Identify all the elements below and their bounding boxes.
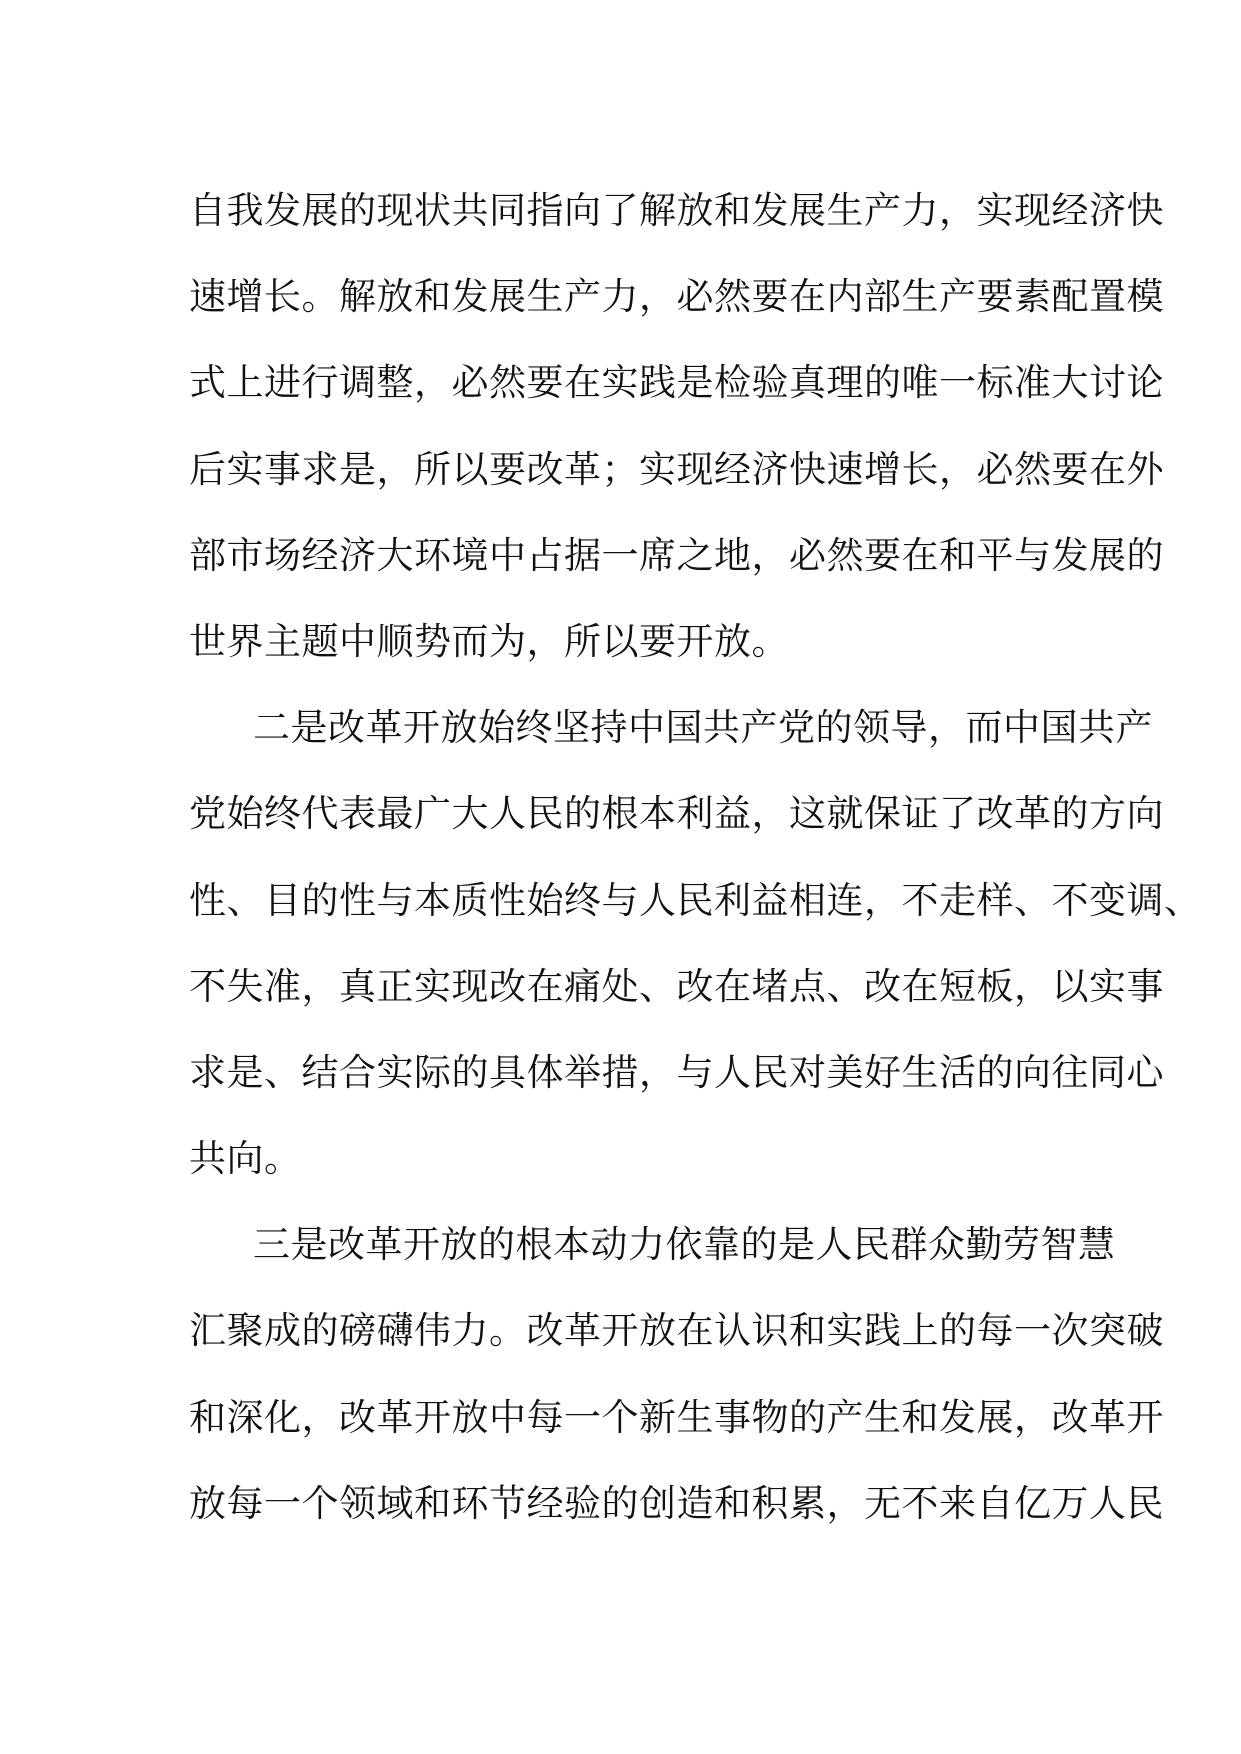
paragraph-line: 求是、结合实际的具体举措，与人民对美好生活的向往同心 [189, 1050, 1164, 1094]
paragraph-line: 放每一个领域和环节经验的创造和积累，无不来自亿万人民 [189, 1481, 1164, 1525]
paragraph-1 [189, 176, 1164, 693]
paragraph-line: 汇聚成的磅礴伟力。改革开放在认识和实践上的每一次突破 [189, 1309, 1164, 1353]
paragraph-line: 部市场经济大环境中占据一席之地，必然要在和平与发展的 [189, 533, 1164, 577]
document-body [189, 176, 1202, 1555]
paragraph-line: 速增长。解放和发展生产力，必然要在内部生产要素配置模 [189, 275, 1164, 319]
paragraph-line: 和深化，改革开放中每一个新生事物的产生和发展，改革开 [189, 1395, 1164, 1439]
paragraph-line: 性、目的性与本质性始终与人民利益相连，不走样、不变调、 [189, 878, 1202, 922]
paragraph-2 [189, 693, 1202, 1210]
paragraph-line: 共向。 [189, 1137, 302, 1181]
paragraph-line: 二是改革开放始终坚持中国共产党的领导，而中国共产 [253, 706, 1153, 750]
paragraph-line: 不失准，真正实现改在痛处、改在堵点、改在短板，以实事 [189, 964, 1164, 1008]
paragraph-line: 式上进行调整，必然要在实践是检验真理的唯一标准大讨论 [189, 361, 1164, 405]
paragraph-line: 自我发展的现状共同指向了解放和发展生产力，实现经济快 [189, 189, 1164, 232]
paragraph-line: 党始终代表最广大人民的根本利益，这就保证了改革的方向 [189, 792, 1164, 836]
paragraph-line: 后实事求是，所以要改革；实现经济快速增长，必然要在外 [189, 447, 1164, 491]
paragraph-line: 三是改革开放的根本动力依靠的是人民群众勤劳智慧 [253, 1223, 1116, 1267]
paragraph-line: 世界主题中顺势而为，所以要开放。 [189, 619, 789, 663]
paragraph-3 [189, 1210, 1164, 1555]
